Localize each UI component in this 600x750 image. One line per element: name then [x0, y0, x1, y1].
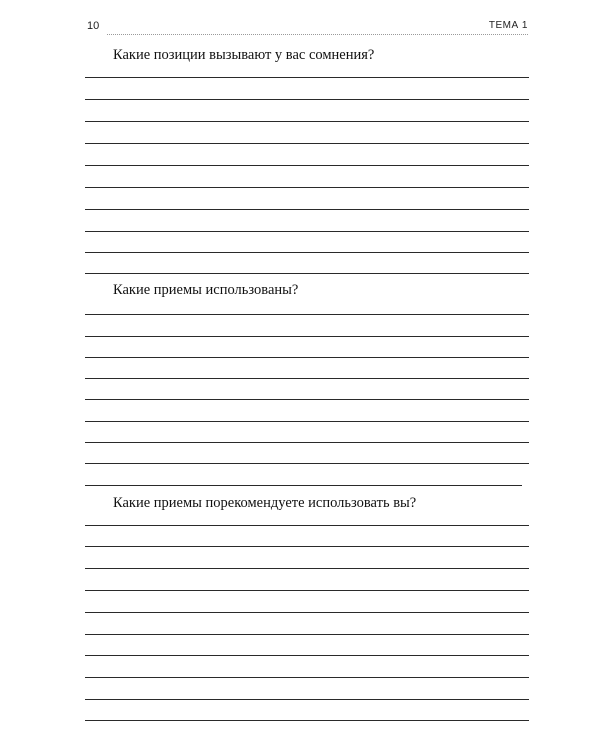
answer-line[interactable]: [85, 634, 529, 635]
answer-line[interactable]: [85, 590, 529, 591]
answer-line[interactable]: [85, 546, 529, 547]
answer-line[interactable]: [85, 485, 522, 486]
answer-line[interactable]: [85, 525, 529, 526]
page-number: 10: [87, 20, 100, 32]
answer-line[interactable]: [85, 442, 529, 443]
answer-line[interactable]: [85, 231, 529, 232]
answer-line[interactable]: [85, 314, 529, 315]
answer-line[interactable]: [85, 421, 529, 422]
answer-line[interactable]: [85, 699, 529, 700]
page-header: [0, 0, 600, 40]
answer-line[interactable]: [85, 568, 529, 569]
header-rule: [107, 34, 528, 35]
answer-line[interactable]: [85, 612, 529, 613]
running-head: ТЕМА 1: [488, 20, 528, 31]
answer-line[interactable]: [85, 121, 529, 122]
answer-line[interactable]: [85, 677, 529, 678]
question-2: Какие приемы использованы?: [113, 282, 299, 298]
answer-line[interactable]: [85, 77, 529, 78]
answer-line[interactable]: [85, 99, 529, 100]
answer-line[interactable]: [85, 273, 529, 274]
answer-line[interactable]: [85, 399, 529, 400]
answer-line[interactable]: [85, 655, 529, 656]
answer-line[interactable]: [85, 336, 529, 337]
question-3: Какие приемы порекомендуете использовать вы?: [113, 495, 417, 511]
answer-line[interactable]: [85, 165, 529, 166]
answer-line[interactable]: [85, 463, 529, 464]
question-1: Какие позиции вызывают у вас сомнения?: [113, 47, 375, 63]
answer-line[interactable]: [85, 209, 529, 210]
answer-line[interactable]: [85, 143, 529, 144]
answer-line[interactable]: [85, 357, 529, 358]
answer-line[interactable]: [85, 720, 529, 721]
answer-line[interactable]: [85, 187, 529, 188]
answer-line[interactable]: [85, 252, 529, 253]
answer-line[interactable]: [85, 378, 529, 379]
